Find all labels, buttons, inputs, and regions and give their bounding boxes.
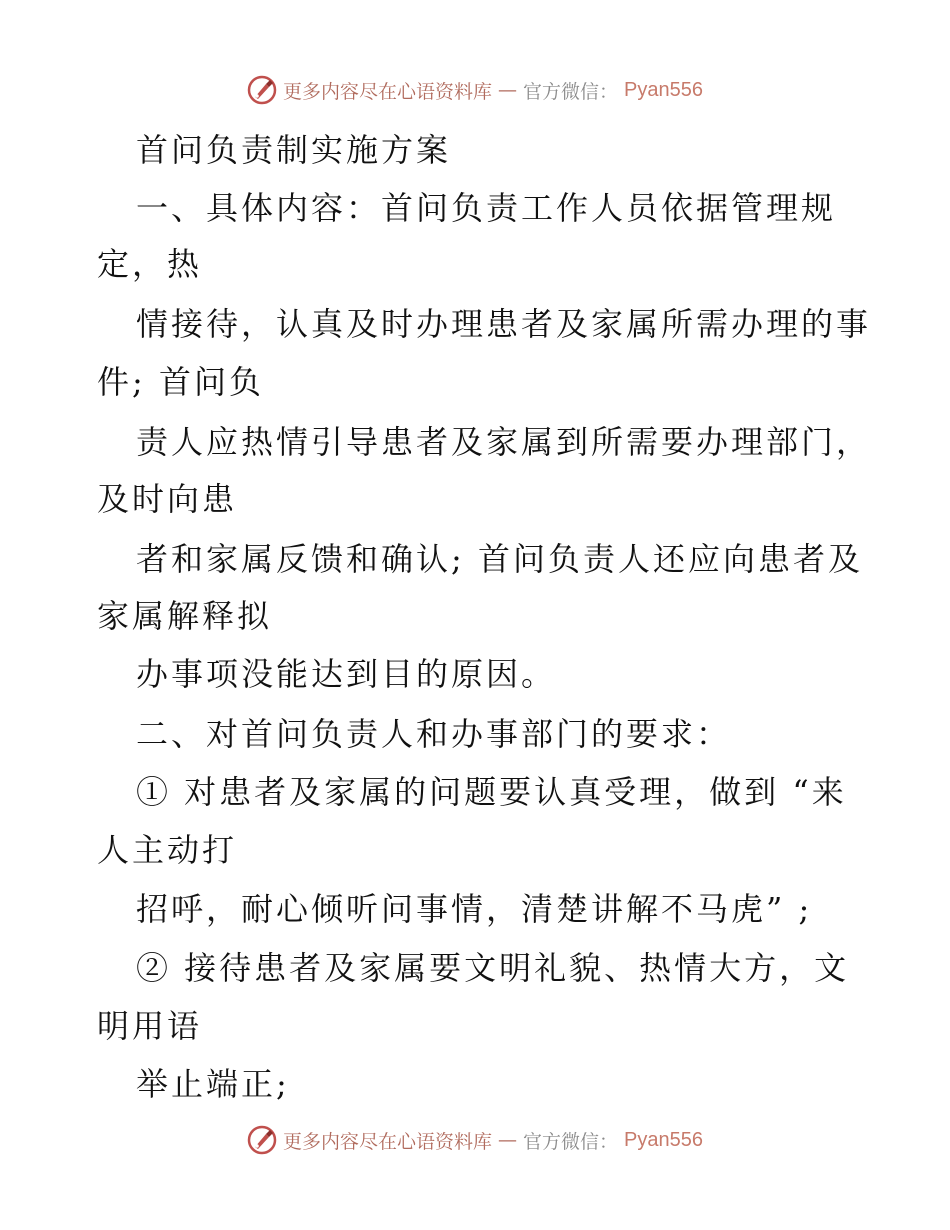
list-item-line: ② 接待患者及家属要文明礼貌、热情大方，文 bbox=[136, 949, 850, 987]
watermark-dash: — bbox=[498, 79, 518, 101]
wechat-id: Pyan556 bbox=[624, 78, 703, 101]
watermark-dash: — bbox=[498, 1129, 518, 1151]
paragraph-line: 及时向患 bbox=[97, 480, 238, 518]
pen-logo-icon bbox=[247, 75, 277, 105]
watermark-header bbox=[0, 70, 950, 110]
wechat-id: Pyan556 bbox=[624, 1128, 703, 1151]
document-title: 首问负责制实施方案 bbox=[136, 131, 452, 169]
wechat-label: 官方微信： bbox=[523, 1130, 619, 1153]
paragraph-line: 家属解释拟 bbox=[97, 597, 273, 635]
pen-logo-icon bbox=[247, 1125, 277, 1155]
wechat-label: 官方微信： bbox=[523, 80, 619, 103]
list-item-line: 人主动打 bbox=[97, 831, 238, 869]
paragraph-line: 者和家属反馈和确认; 首问负责人还应向患者及 bbox=[136, 540, 863, 578]
watermark-footer bbox=[0, 1120, 950, 1160]
watermark-text: 更多内容尽在心语资料库 bbox=[283, 1130, 493, 1153]
section-heading: 二、对首问负责人和办事部门的要求： bbox=[136, 715, 732, 753]
paragraph-line: 一、具体内容：首问负责工作人员依据管理规 bbox=[136, 189, 837, 227]
list-item-line: 明用语 bbox=[97, 1007, 203, 1045]
list-item-line: 招呼，耐心倾听问事情，清楚讲解不马虎” ; bbox=[136, 890, 813, 928]
watermark-text: 更多内容尽在心语资料库 bbox=[283, 80, 493, 103]
paragraph-line: 情接待，认真及时办理患者及家属所需办理的事 bbox=[136, 305, 872, 343]
list-item-line: 举止端正; bbox=[136, 1065, 290, 1103]
paragraph-line: 责人应热情引导患者及家属到所需要办理部门， bbox=[136, 423, 872, 461]
paragraph-line: 定，热 bbox=[97, 245, 203, 283]
list-item-line: ① 对患者及家属的问题要认真受理，做到 “来 bbox=[136, 773, 847, 811]
paragraph-line: 件; 首问负 bbox=[97, 363, 264, 401]
paragraph-line: 办事项没能达到目的原因。 bbox=[136, 655, 557, 693]
